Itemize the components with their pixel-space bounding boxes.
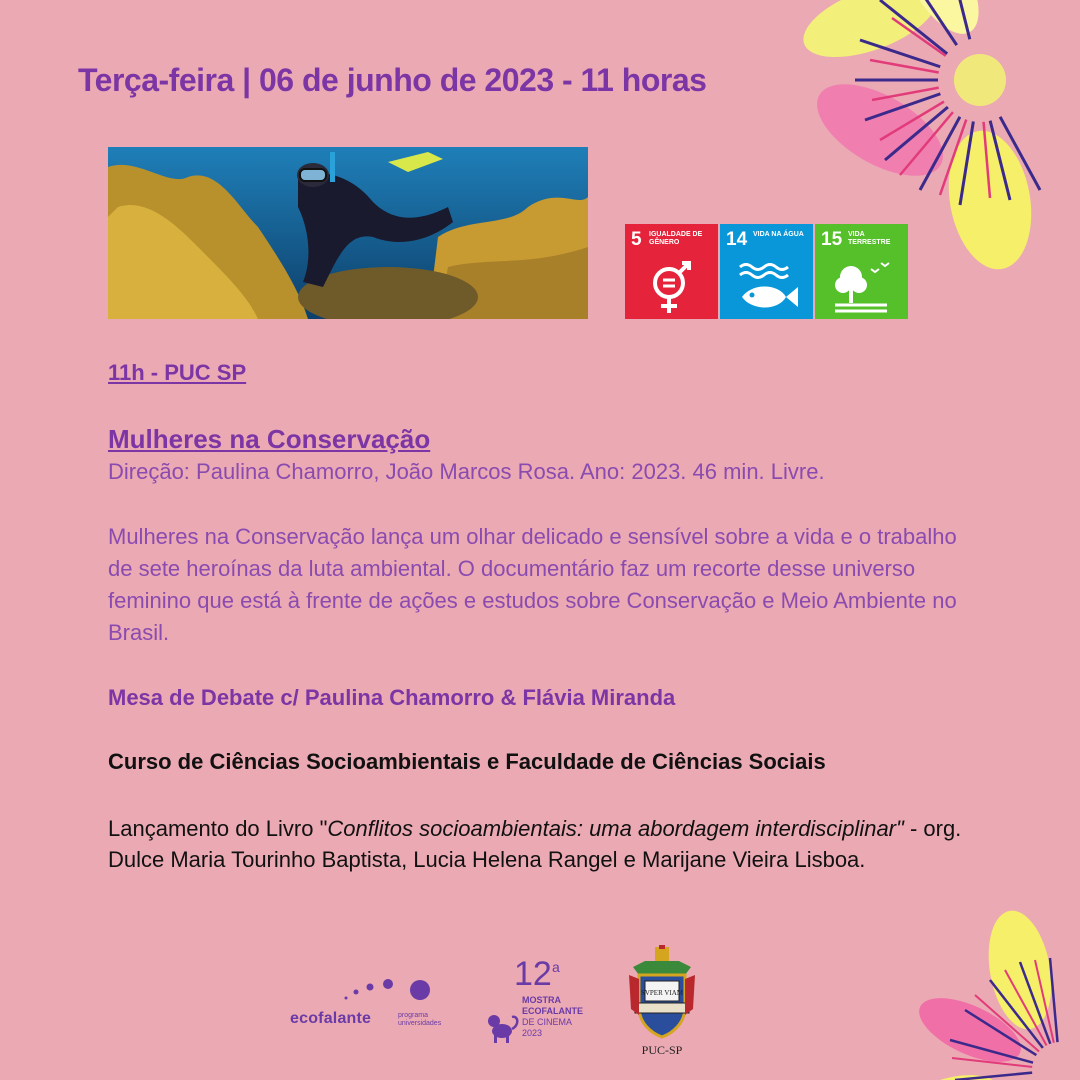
passion-flower-decoration-bottom <box>890 900 1080 1080</box>
course-organizer: Curso de Ciências Socioambientais e Faculdade de Ciências Sociais <box>108 749 826 774</box>
mostra-line-2: ECOFALANTE <box>522 1006 584 1016</box>
mostra-line-3: DE CINEMA <box>522 1017 573 1027</box>
ecofalante-dots-icon <box>340 976 440 1004</box>
book-organizers: - org. Dulce Maria Tourinho Baptista, Lucia Helena Rangel e Marijane Vieira Lisboa. <box>108 816 962 872</box>
mostra-name <box>522 995 583 1039</box>
film-credits: Direção: Paulina Chamorro, João Marcos Rosa. Ano: 2023. 46 min. Livre. <box>108 459 825 484</box>
ecofalante-wordmark: ecofalante <box>290 1010 372 1027</box>
sdg-tile-5 <box>625 224 718 319</box>
sdg-tile-15 <box>815 224 908 319</box>
mostra-ecofalante-logo <box>484 955 604 1045</box>
mostra-line-1: MOSTRA <box>522 995 561 1005</box>
ecofalante-universidades-logo <box>288 976 458 1036</box>
puc-coat-of-arms-icon <box>625 945 699 1041</box>
ecofalante-sub-line-2: universidades <box>398 1020 442 1027</box>
ecofalante-sub-line-1: programa <box>398 1012 428 1019</box>
sdg-label: VIDA TERRESTRE <box>848 231 891 246</box>
sdg-goals-group <box>625 224 908 319</box>
tree-birds-icon <box>815 255 908 315</box>
event-date-heading: Terça-feira | 06 de junho de 2023 - 11 horas <box>78 62 707 98</box>
gender-equality-icon <box>625 255 718 315</box>
ecofalante-subtitle <box>398 1012 441 1028</box>
fish-waves-icon <box>720 255 813 315</box>
sdg-tile-14 <box>720 224 813 319</box>
film-title-link[interactable]: Mulheres na Conservação <box>108 424 431 454</box>
film-still-diver-image <box>108 147 588 319</box>
monkey-icon <box>484 1007 520 1043</box>
mostra-year: 2023 <box>522 1028 543 1038</box>
sdg-number: 5 <box>631 229 642 250</box>
sdg-label: IGUALDADE DE GÊNERO <box>649 231 703 246</box>
puc-sp-label: PUC-SP <box>641 1043 683 1057</box>
mostra-edition-ordinal: a <box>552 959 560 975</box>
sdg-number: 15 <box>821 229 843 250</box>
session-details <box>108 360 978 875</box>
film-synopsis: Mulheres na Conservação lança um olhar delicado e sensível sobre a vida e o trabalho de sete heroínas da luta ambiental. O documentário faz um recorte desse universo feminino que está à frente de ações e estudos sobre Conservação e Meio Ambiente no Brasil. <box>108 524 957 645</box>
session-venue-link[interactable]: 11h - PUC SP <box>108 360 247 385</box>
book-title: Conflitos socioambientais: uma abordagem interdisciplinar" <box>327 816 904 841</box>
book-launch-info <box>108 813 968 875</box>
puc-shield-motto: SVPER VIAM <box>640 989 684 997</box>
sdg-label: VIDA NA ÁGUA <box>753 231 804 238</box>
book-prefix: Lançamento do Livro " <box>108 816 328 841</box>
puc-sp-logo <box>625 945 699 1065</box>
sdg-number: 14 <box>726 229 748 250</box>
debate-panel-info: Mesa de Debate c/ Paulina Chamorro & Flávia Miranda <box>108 685 676 710</box>
mostra-edition-number: 12 <box>514 955 552 993</box>
